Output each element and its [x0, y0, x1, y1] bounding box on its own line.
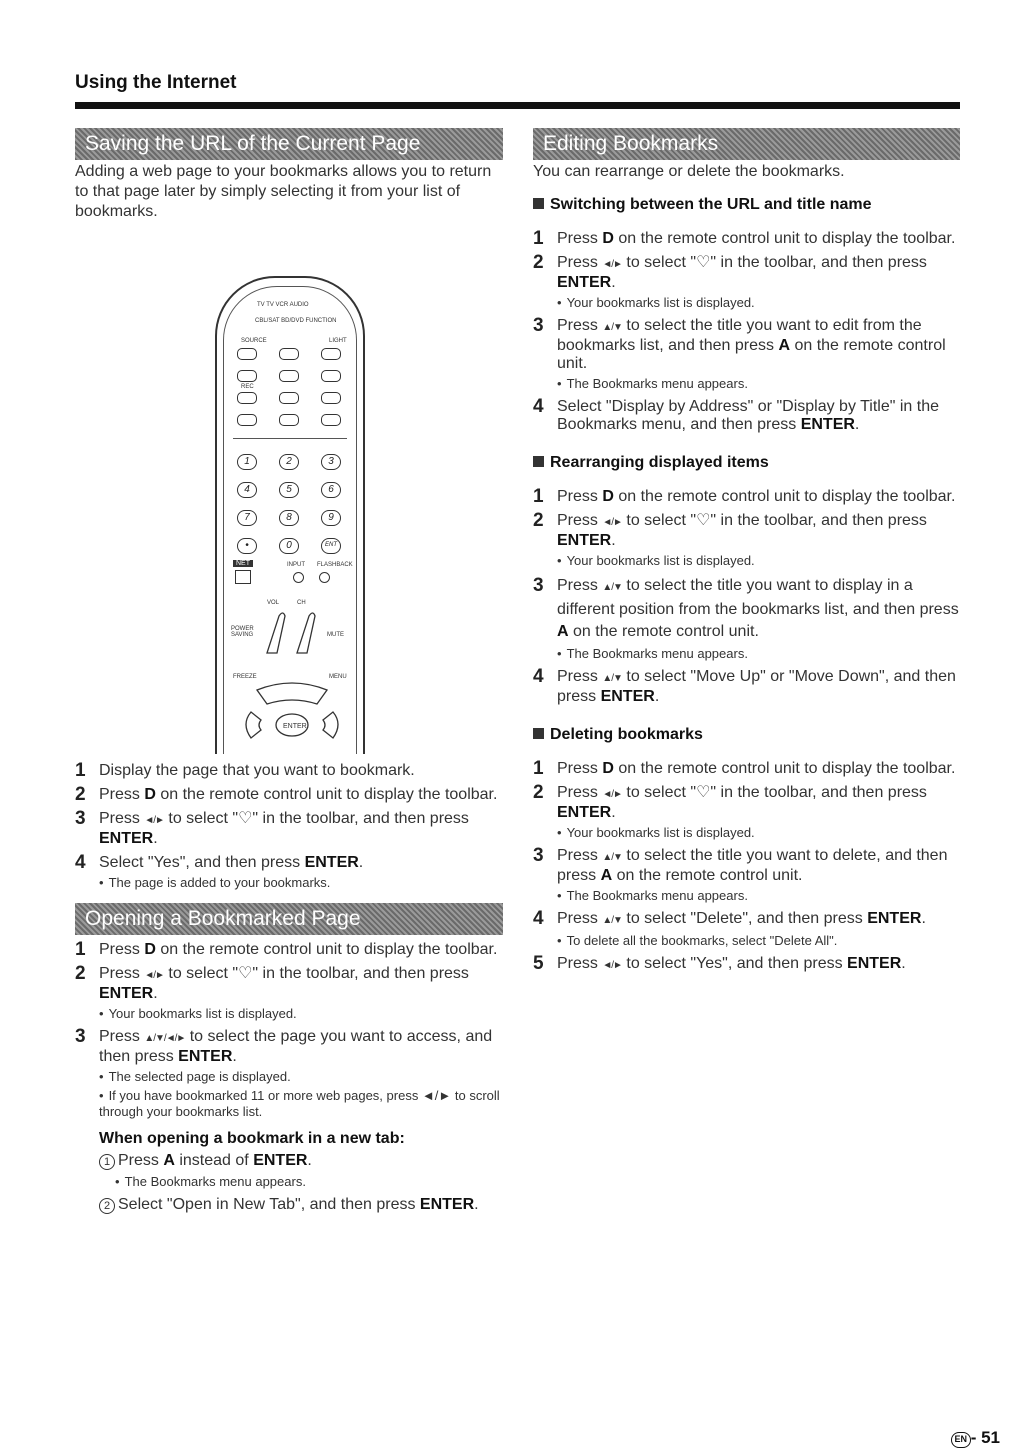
remote-digit: 4	[237, 482, 257, 498]
remote-net-button	[235, 570, 251, 584]
title-rule	[75, 102, 960, 109]
remote-vol-label: VOL	[267, 600, 280, 606]
remote-divider	[233, 438, 347, 439]
step-item: 2 Press D on the remote control unit to display the toolbar.	[75, 784, 498, 805]
arrows-icon: ▲/▼/◄/►	[144, 1033, 186, 1044]
remote-digit: 9	[321, 510, 341, 526]
remote-light-label: LIGHT	[329, 338, 347, 344]
remote-top-labels: TV TV VCR AUDIO	[257, 302, 309, 308]
remote-light-button	[321, 348, 341, 360]
new-tab-note: • The Bookmarks menu appears.	[75, 1174, 503, 1190]
up-down-arrows-icon: ▲/▼	[602, 322, 622, 333]
remote-input-label: INPUT	[287, 562, 305, 568]
remote-mute-label: MUTE	[327, 632, 344, 638]
new-tab-heading: When opening a bookmark in a new tab:	[99, 1130, 405, 1147]
remote-digit: 0	[279, 538, 299, 554]
step-item: 3 Press ▲/▼ to select the title you want to delete, and then press A on the remote control unit. • The Bookmarks menu appears.	[533, 847, 960, 904]
remote-digit: •	[237, 538, 257, 554]
left-right-arrows-icon: ◄/►	[602, 259, 622, 270]
bookmark-add-icon: ♡	[238, 810, 253, 827]
page-footer	[951, 1428, 1000, 1448]
step-item: 4 Press ▲/▼ to select "Move Up" or "Move Down", and then press ENTER.	[533, 666, 956, 705]
remote-control-illustration	[215, 276, 365, 754]
rearranging-heading: Rearranging displayed items	[533, 454, 960, 472]
svg-text:ENTER: ENTER	[283, 723, 307, 730]
remote-rec-label: REC	[241, 384, 254, 390]
bookmark-icon: ♡	[696, 512, 711, 529]
remote-power-button	[237, 348, 257, 360]
remote-net-label: NET	[233, 560, 253, 567]
page-number: - 51	[970, 1428, 1000, 1447]
remote-digit: 6	[321, 482, 341, 498]
saving-intro: Adding a web page to your bookmarks allows you to return to that page later by simply selecting it from your list of bookmarks.	[75, 163, 492, 220]
remote-row2-labels: CBL/SAT BD/DVD FUNCTION	[255, 318, 337, 324]
rearranging-steps	[533, 488, 960, 706]
section-editing-title: Editing Bookmarks	[533, 128, 960, 160]
remote-digit: 2	[279, 454, 299, 470]
step-item: 5 Press ◄/► to select "Yes", and then press ENTER.	[533, 953, 906, 974]
page-title: Using the Internet	[75, 72, 237, 93]
bookmark-icon: ♡	[238, 965, 253, 982]
step-item: 4 Select "Display by Address" or "Display by Title" in the Bookmarks menu, and then press ENTER.	[533, 396, 939, 433]
remote-view-mode-button	[321, 414, 341, 426]
up-down-arrows-icon: ▲/▼	[602, 915, 622, 926]
deleting-heading: Deleting bookmarks	[533, 726, 960, 744]
opening-steps	[75, 941, 503, 1120]
step-item: 2 Press ◄/► to select "♡" in the toolbar, and then press ENTER. • Your bookmarks list is displayed.	[533, 512, 960, 569]
remote-digit: ENT	[321, 538, 341, 554]
remote-digit: 5	[279, 482, 299, 498]
bookmark-icon: ♡	[696, 254, 711, 271]
step-item: 3 Press ◄/► to select "♡" in the toolbar, and then press ENTER.	[75, 808, 469, 847]
switching-heading: Switching between the URL and title name	[533, 196, 960, 214]
step-item: 3 Press ▲/▼ to select the title you want to display in a different position from the bookmarks list, and then press A on the remote control unit. • The Bookmarks menu appears.	[533, 575, 960, 662]
remote-digit: 7	[237, 510, 257, 526]
language-badge: EN	[951, 1432, 971, 1448]
step-item: 3 Press ▲/▼ to select the title you want to edit from the bookmarks list, and then press A on the remote control unit. • The Bookmarks menu appears.	[533, 317, 960, 392]
left-right-arrows-icon: ◄/►	[602, 517, 622, 528]
remote-digit: 3	[321, 454, 341, 470]
up-down-arrows-icon: ▲/▼	[602, 673, 622, 684]
remote-stop-button	[279, 392, 299, 404]
up-down-arrows-icon: ▲/▼	[602, 582, 622, 593]
left-column	[75, 128, 503, 1220]
step-item: 2 Press ◄/► to select "♡" in the toolbar, and then press ENTER. • Your bookmarks list is displayed.	[533, 254, 960, 311]
step-item: 1 Press D on the remote control unit to display the toolbar.	[533, 486, 956, 507]
up-down-arrows-icon: ▲/▼	[602, 852, 622, 863]
bookmark-icon: ♡	[696, 784, 711, 801]
remote-freeze-label: FREEZE	[233, 674, 257, 680]
section-opening-title: Opening a Bookmarked Page	[75, 903, 503, 935]
remote-digit: 8	[279, 510, 299, 526]
remote-display-button	[279, 348, 299, 360]
deleting-steps	[533, 760, 960, 975]
editing-intro: You can rearrange or delete the bookmarks.	[533, 163, 845, 180]
step-item: 1 Press D on the remote control unit to display the toolbar.	[75, 939, 498, 960]
left-right-arrows-icon: ◄/►	[144, 815, 164, 826]
section-saving-title: Saving the URL of the Current Page	[75, 128, 503, 160]
step-item: 1 Press D on the remote control unit to display the toolbar.	[533, 758, 956, 779]
saving-steps	[75, 762, 503, 891]
remote-source-label: SOURCE	[241, 338, 267, 344]
remote-ch-label: CH	[297, 600, 306, 606]
step-item: 1 Display the page that you want to bookmark.	[75, 760, 415, 781]
new-tab-step: 1 Press A instead of ENTER.	[75, 1152, 503, 1170]
step-item: 1 Press D on the remote control unit to display the toolbar.	[533, 228, 956, 249]
new-tab-step: 2 Select "Open in New Tab", and then press ENTER.	[75, 1196, 503, 1214]
remote-rec-button	[237, 392, 257, 404]
remote-dpad	[237, 682, 347, 754]
remote-vol-ch-rockers	[257, 608, 327, 658]
step-item: 2 Press ◄/► to select "♡" in the toolbar, and then press ENTER. • Your bookmarks list is displayed.	[75, 965, 503, 1022]
switching-steps	[533, 230, 960, 434]
remote-prev-button	[237, 414, 257, 426]
remote-menu-label: MENU	[329, 674, 347, 680]
right-column	[533, 128, 960, 981]
left-right-arrows-icon: ◄/►	[144, 970, 164, 981]
left-right-arrows-icon: ◄/►	[602, 789, 622, 800]
remote-digit: 1	[237, 454, 257, 470]
remote-ffwd-button	[321, 370, 341, 382]
remote-play-button	[279, 370, 299, 382]
remote-next-button	[279, 414, 299, 426]
step-item: 4 Select "Yes", and then press ENTER. • The page is added to your bookmarks.	[75, 854, 503, 891]
step-item: 4 Press ▲/▼ to select "Delete", and then press ENTER. • To delete all the bookmarks, select "Delete All".	[533, 910, 960, 949]
step-item: 2 Press ◄/► to select "♡" in the toolbar, and then press ENTER. • Your bookmarks list is displayed.	[533, 784, 960, 841]
remote-pause-button	[321, 392, 341, 404]
step-item: 3 Press ▲/▼/◄/► to select the page you want to access, and then press ENTER. • The selected page is displayed. • If you have bookmarked 11 or more web pages, press ◄/► to scroll through your bookmarks list.	[75, 1028, 503, 1120]
remote-rewind-button	[237, 370, 257, 382]
remote-input-button	[293, 572, 304, 583]
left-right-arrows-icon: ◄/►	[602, 960, 622, 971]
remote-power-saving-label: POWER SAVING	[231, 626, 254, 638]
remote-flashback-label: FLASHBACK	[317, 562, 353, 568]
remote-flashback-button	[319, 572, 330, 583]
